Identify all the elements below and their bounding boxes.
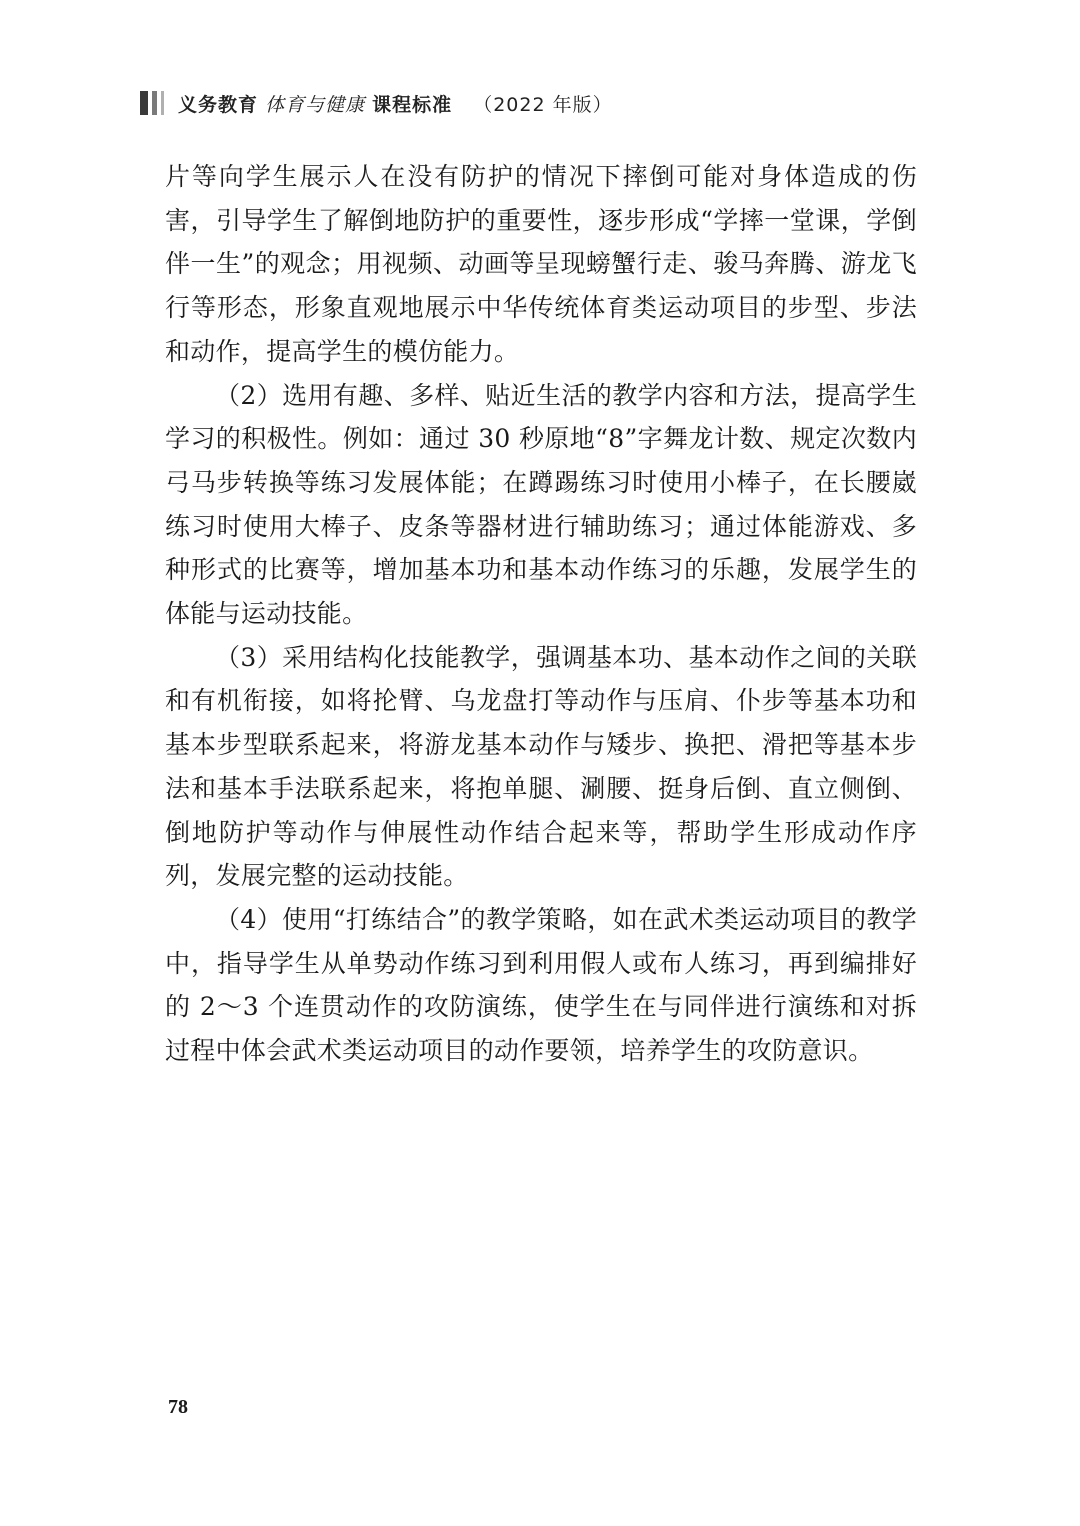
- running-header: [140, 88, 613, 118]
- page-number: 78: [168, 1396, 188, 1418]
- header-bar-marks: [140, 91, 168, 115]
- paragraph-continued: 片等向学生展示人在没有防护的情况下摔倒可能对身体造成的伤害，引导学生了解倒地防护的重要性，逐步形成“学摔一堂课，学倒伴一生”的观念；用视频、动画等呈现螃蟹行走、骏马奔腾、游龙飞行等形态，形象直观地展示中华传统体育类运动项目的步型、步法和动作，提高学生的模仿能力。: [165, 162, 917, 366]
- paragraph-item-4: （4）使用“打练结合”的教学策略，如在武术类运动项目的教学中，指导学生从单势动作练习到利用假人或布人练习，再到编排好的 2～3 个连贯动作的攻防演练，使学生在与同伴进行演练和对拆过程中体会武术类运动项目的动作要领，培养学生的攻防意识。: [165, 904, 917, 1066]
- book-edition: （2022 年版）: [473, 93, 613, 116]
- header-mark: [161, 91, 164, 115]
- paragraph-item-2: （2）选用有趣、多样、贴近生活的教学内容和方法，提高学生学习的积极性。例如：通过 30 秒原地“8”字舞龙计数、规定次数内弓马步转换等练习发展体能；在蹲踢练习时使用小棒子，在长腰崴练习时使用大棒子、皮条等器材进行辅助练习；通过体能游戏、多种形式的比赛等，增加基本功和基本动作练习的乐趣，发展学生的体能与运动技能。: [165, 380, 917, 629]
- paragraph-item-3: （3）采用结构化技能教学，强调基本功、基本动作之间的关联和有机衔接，如将抡臂、乌龙盘打等动作与压肩、仆步等基本功和基本步型联系起来，将游龙基本动作与矮步、换把、滑把等基本步法和基本手法联系起来，将抱单腿、涮腰、挺身后倒、直立侧倒、倒地防护等动作与伸展性动作结合起来等，帮助学生形成动作序列，发展完整的运动技能。: [165, 642, 917, 891]
- book-title-part2: 体育与健康: [265, 93, 366, 116]
- book-title-part3: 课程标准: [372, 93, 453, 116]
- book-title: [178, 90, 613, 117]
- header-mark: [152, 91, 157, 115]
- body-text: [165, 155, 917, 1073]
- header-mark: [140, 91, 148, 115]
- book-title-part1: 义务教育: [178, 93, 259, 116]
